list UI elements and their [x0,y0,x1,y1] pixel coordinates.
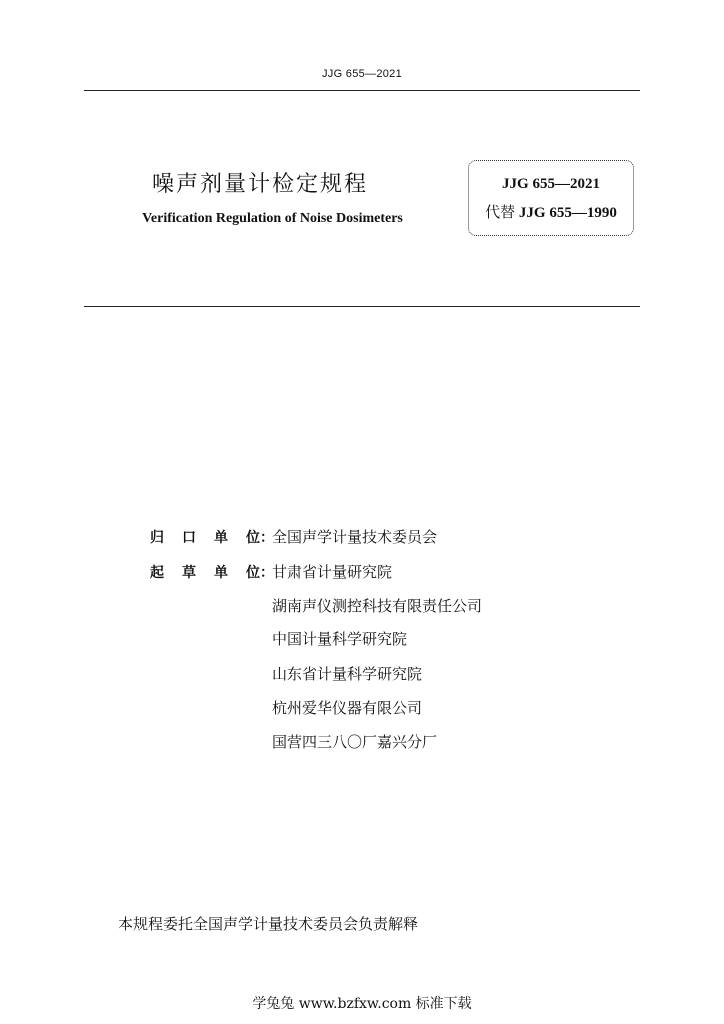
standard-number: JJG 655—2021 [502,176,600,192]
qicao-char-2: 草 [182,565,196,581]
drafting-unit-3: 中国计量科学研究院 [272,630,408,648]
guikou-char-1: 归 [150,530,164,546]
standard-code-box [468,160,634,236]
title-chinese: 噪声剂量计检定规程 [151,172,368,197]
header-rule [84,90,640,91]
drafting-unit-2: 湖南声仪测控科技有限责任公司 [272,597,483,615]
drafting-unit-1: 甘肃省计量研究院 [272,563,393,581]
qicao-char-4: 位 [246,565,260,581]
download-watermark: 学兔兔 www.bzfxw.com 标准下载 [252,996,472,1012]
guikou-char-4: 位 [246,530,260,546]
qicao-char-1: 起 [150,565,164,581]
drafting-unit-4: 山东省计量科学研究院 [272,665,423,683]
qicao-colon: ： [260,565,274,581]
title-rule [84,306,640,307]
replaces-prefix: 代替 [485,205,516,221]
guikou-char-2: 口 [182,530,196,546]
header-standard-code: JJG 655—2021 [321,68,403,80]
replaces-code: JJG 655—1990 [518,205,617,221]
guikou-label [150,527,274,547]
guikou-char-3: 单 [214,530,228,546]
guikou-colon: ： [260,530,274,546]
title-english: Verification Regulation of Noise Dosimeters [142,211,403,226]
guikou-value: 全国声学计量技术委员会 [272,528,438,546]
qicao-char-3: 单 [214,565,228,581]
qicao-label [150,562,274,582]
drafting-unit-5: 杭州爱华仪器有限公司 [272,699,423,717]
drafting-unit-6: 国营四三八〇厂嘉兴分厂 [272,733,438,751]
replaces-line [468,201,634,222]
interpretation-note: 本规程委托全国声学计量技术委员会负责解释 [118,915,419,933]
